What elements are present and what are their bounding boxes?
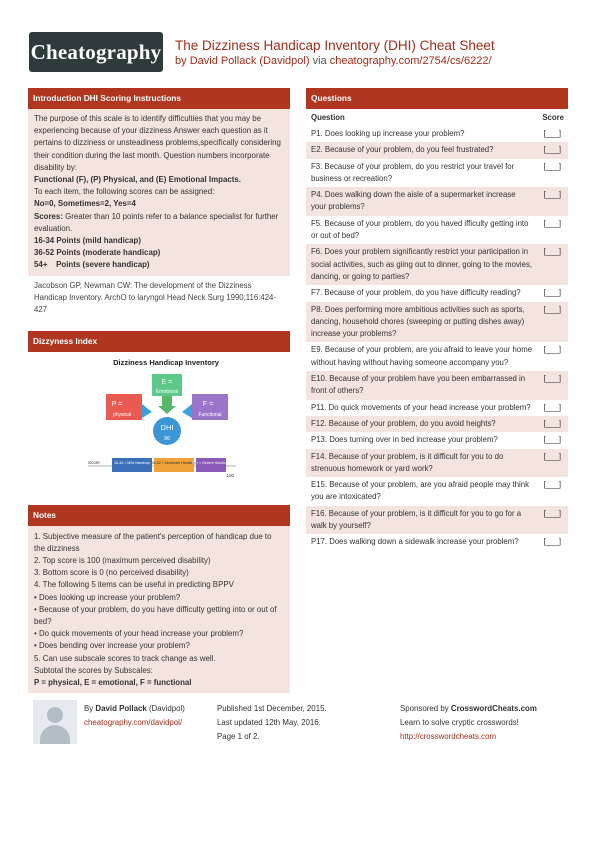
score-blank[interactable]: [___] bbox=[543, 435, 561, 445]
severe-text: 54+ = Severe Handicap bbox=[192, 460, 230, 465]
score-blank[interactable]: [___] bbox=[537, 187, 568, 216]
questions-heading: Questions bbox=[306, 88, 568, 109]
scores-text: Greater than 10 points refer to a balance specialist for further evaluation. bbox=[34, 211, 279, 233]
author-link[interactable]: David Pollack (Davidpol) bbox=[189, 55, 310, 67]
diagram-title: Dizziness Handicap Inventory bbox=[113, 357, 219, 367]
footer-author-url[interactable]: cheatography.com/davidpol/ bbox=[84, 718, 183, 727]
e-word: Emotional bbox=[155, 388, 179, 395]
moderate-text: 36-52 = Moderate Handicap bbox=[151, 460, 197, 465]
score-blank[interactable]: [___] bbox=[543, 402, 561, 412]
score-blank[interactable]: [___] bbox=[537, 416, 568, 432]
arrow-from-functional bbox=[182, 404, 192, 418]
score-blank[interactable]: [___] bbox=[537, 244, 568, 285]
score-blank[interactable]: [___] bbox=[543, 345, 561, 355]
via-label: via bbox=[312, 55, 327, 67]
hundred-label: 100 bbox=[226, 472, 234, 478]
table-row bbox=[306, 449, 568, 478]
reference: Jacobson GP, Newman CW: The development of the Dizziness Handicap Inventory. ArchO to laryngol Head Neck Surg 1990;116:424-427 bbox=[34, 280, 276, 314]
sponsor-url[interactable]: http://crosswordcheats.com bbox=[400, 732, 497, 741]
f-letter: F = bbox=[202, 400, 214, 408]
p-letter: P = bbox=[111, 400, 123, 408]
page-footer bbox=[28, 694, 568, 754]
score-blank[interactable]: [___] bbox=[537, 449, 568, 478]
note-subscales: P = physical, E = emotional, F = functional bbox=[34, 678, 192, 688]
byline bbox=[175, 55, 492, 67]
question-text: P1. Does looking up increase your problem? bbox=[311, 129, 465, 138]
avatar-head-icon bbox=[47, 707, 63, 723]
table-row bbox=[306, 534, 568, 550]
question-text: P8. Does performing more ambitious activities such as sports, dancing, household chores (sweeping or putting dishes away) increase your problems? bbox=[306, 302, 537, 343]
footer-author-name[interactable]: David Pollack bbox=[95, 704, 147, 713]
question-text: E15. Because of your problem, are you afraid people may think you are intoxicated? bbox=[311, 480, 530, 502]
table-row bbox=[306, 159, 568, 188]
page-number: Page 1 of 2. bbox=[217, 732, 260, 741]
arrow-from-physical bbox=[142, 404, 152, 418]
table-row bbox=[306, 432, 568, 448]
dhi-diagram bbox=[86, 356, 246, 481]
note-item: • Do quick movements of your head increase your problem? bbox=[34, 629, 244, 639]
question-text: F6. Does your problem significantly restrict your participation in social activities, such as giing out to dinner, going to the movies, dancing, or going to parties? bbox=[306, 244, 537, 285]
right-column bbox=[306, 88, 568, 551]
dhi-number: 96 bbox=[163, 435, 171, 442]
table-row bbox=[306, 506, 568, 535]
scores-label: Scores: bbox=[34, 211, 63, 221]
page-header bbox=[0, 0, 600, 86]
table-row bbox=[306, 187, 568, 216]
intro-impacts: Functional (F), (P) Physical, and (E) Emotional Impacts. bbox=[34, 175, 241, 185]
sponsor-name[interactable]: CrosswordCheats.com bbox=[450, 704, 537, 713]
table-row bbox=[306, 371, 568, 400]
intro-moderate: 36-52 Points (moderate handicap) bbox=[34, 248, 161, 258]
intro-mild: 16-34 Points (mild handicap) bbox=[34, 236, 141, 246]
footer-dates bbox=[217, 702, 327, 744]
note-item: • Because of your problem, do you have difficulty getting into or out of bed? bbox=[34, 604, 277, 627]
intro-paragraph: The purpose of this scale is to identify difficulties that you may be experiencing because of your dizziness Answer each question as it pertains to dizziness or unsteadiness problems,specifically considering their condition during the last month. Question numbers incorporate disability by: bbox=[34, 114, 281, 172]
note-item: 3. Bottom score is 0 (no perceived disability) bbox=[34, 568, 189, 578]
question-text: P17. Does walking down a sidewalk increase your problem? bbox=[311, 537, 519, 547]
score-blank[interactable]: [___] bbox=[543, 161, 561, 171]
question-text: P4. Does walking down the aisle of a supermarket increase your problems? bbox=[306, 187, 537, 216]
question-column-header: Question bbox=[306, 109, 537, 126]
table-row bbox=[306, 477, 568, 506]
f-word: Functional bbox=[198, 411, 222, 418]
score-blank[interactable]: [___] bbox=[543, 537, 561, 547]
score-column-header: Score bbox=[537, 109, 568, 126]
score-label: Score bbox=[88, 459, 100, 465]
score-blank[interactable]: [___] bbox=[537, 302, 568, 343]
sponsor-tagline: Learn to solve cryptic crosswords! bbox=[400, 718, 519, 727]
score-blank[interactable]: [___] bbox=[543, 480, 561, 490]
score-blank[interactable]: [___] bbox=[537, 142, 568, 158]
avatar-body-icon bbox=[40, 725, 70, 744]
notes-box bbox=[28, 526, 290, 694]
intro-assign: To each item, the following scores can be assigned: bbox=[34, 187, 215, 197]
arrow-from-emotional bbox=[158, 396, 176, 414]
question-text: E2. Because of your problem, do you feel frustrated? bbox=[306, 142, 537, 158]
note-item: • Does bending over increase your problem? bbox=[34, 641, 190, 651]
question-text: F14. Because of your problem, is it difficult for you to do strenuous homework or yard work? bbox=[306, 449, 537, 478]
question-text: F7. Because of your problem, do you have difficulty reading? bbox=[311, 288, 521, 298]
note-item: 5. Can use subscale scores to track change as well. bbox=[34, 653, 216, 663]
footer-author-handle: (Davidpol) bbox=[148, 704, 185, 713]
e-letter: E = bbox=[161, 378, 173, 386]
score-blank[interactable]: [___] bbox=[537, 371, 568, 400]
avatar bbox=[33, 700, 77, 744]
cheatography-logo[interactable]: Cheatography bbox=[29, 32, 163, 72]
question-text: F5. Because of your problem, do you haved ifficulty getting into or out of bed? bbox=[311, 218, 529, 241]
table-row bbox=[306, 342, 568, 371]
table-row bbox=[306, 400, 568, 416]
question-text: F12. Because of your problem, do you avoid heights? bbox=[306, 416, 537, 432]
questions-body bbox=[306, 126, 568, 551]
questions-table bbox=[306, 109, 568, 551]
question-text: F3. Because of your problem, do you restrict your travel for business or recreation? bbox=[311, 161, 515, 183]
table-row bbox=[306, 126, 568, 142]
updated-date: Last updated 12th May, 2016. bbox=[217, 718, 321, 727]
left-column bbox=[28, 88, 290, 693]
footer-sponsor bbox=[400, 702, 537, 744]
question-text: P11. Do quick movements of your head increase your problem? bbox=[311, 402, 531, 412]
score-blank[interactable]: [___] bbox=[543, 288, 561, 298]
question-text: E10. Because of your problem have you been embarrassed in front of others? bbox=[306, 371, 537, 400]
table-row bbox=[306, 216, 568, 245]
intro-scores bbox=[34, 211, 284, 235]
table-row bbox=[306, 302, 568, 343]
published-date: Published 1st December, 2015. bbox=[217, 704, 327, 713]
dhi-label: DHI bbox=[160, 422, 174, 432]
sponsor-label: Sponsored by bbox=[400, 704, 449, 713]
note-item: 1. Subjective measure of the patient's perception of handicap due to the dizziness bbox=[34, 531, 272, 553]
dhi-diagram-svg bbox=[86, 356, 246, 481]
dizzyness-heading: Dizzyness Index bbox=[28, 331, 290, 352]
by-label: by bbox=[175, 55, 187, 67]
intro-box bbox=[28, 109, 290, 276]
footer-by: By bbox=[84, 704, 94, 713]
intro-heading: Introduction DHI Scoring Instructions bbox=[28, 88, 290, 109]
intro-values: No=0, Sometimes=2, Yes=4 bbox=[34, 199, 136, 209]
page-title: The Dizziness Handicap Inventory (DHI) Cheat Sheet bbox=[175, 38, 495, 53]
note-item: Subtotal the scores by Subscales: bbox=[34, 665, 153, 675]
p-word: physical bbox=[112, 411, 132, 418]
sheet-url-link[interactable]: cheatography.com/2754/cs/6222/ bbox=[329, 55, 492, 67]
table-row bbox=[306, 244, 568, 285]
table-row bbox=[306, 416, 568, 432]
dizzyness-figure-wrap bbox=[28, 352, 290, 489]
notes-heading: Notes bbox=[28, 505, 290, 526]
note-item: • Does looking up increase your problem? bbox=[34, 592, 181, 602]
score-blank[interactable]: [___] bbox=[543, 129, 561, 138]
table-row bbox=[306, 285, 568, 301]
intro-severe: 54+ Points (severe handicap) bbox=[34, 260, 150, 270]
table-row bbox=[306, 142, 568, 158]
score-blank[interactable]: [___] bbox=[537, 506, 568, 535]
footer-author bbox=[84, 702, 185, 730]
mild-text: 16-34 = Mild Handicap bbox=[113, 460, 151, 465]
note-item: 4. The following 5 items can be useful in predicting BPPV bbox=[34, 580, 234, 590]
score-blank[interactable]: [___] bbox=[543, 218, 561, 228]
note-item: 2. Top score is 100 (maximum perceived disability) bbox=[34, 556, 211, 566]
question-text: P13. Does turning over in bed increase your problem? bbox=[311, 435, 498, 445]
question-text: E9. Because of your problem, are you afraid to leave your home without having without having someone accompany you? bbox=[311, 345, 533, 367]
table-header-row bbox=[306, 109, 568, 126]
question-text: F16. Because of your problem, is it difficult for you to go for a walk by yourself? bbox=[306, 506, 537, 535]
